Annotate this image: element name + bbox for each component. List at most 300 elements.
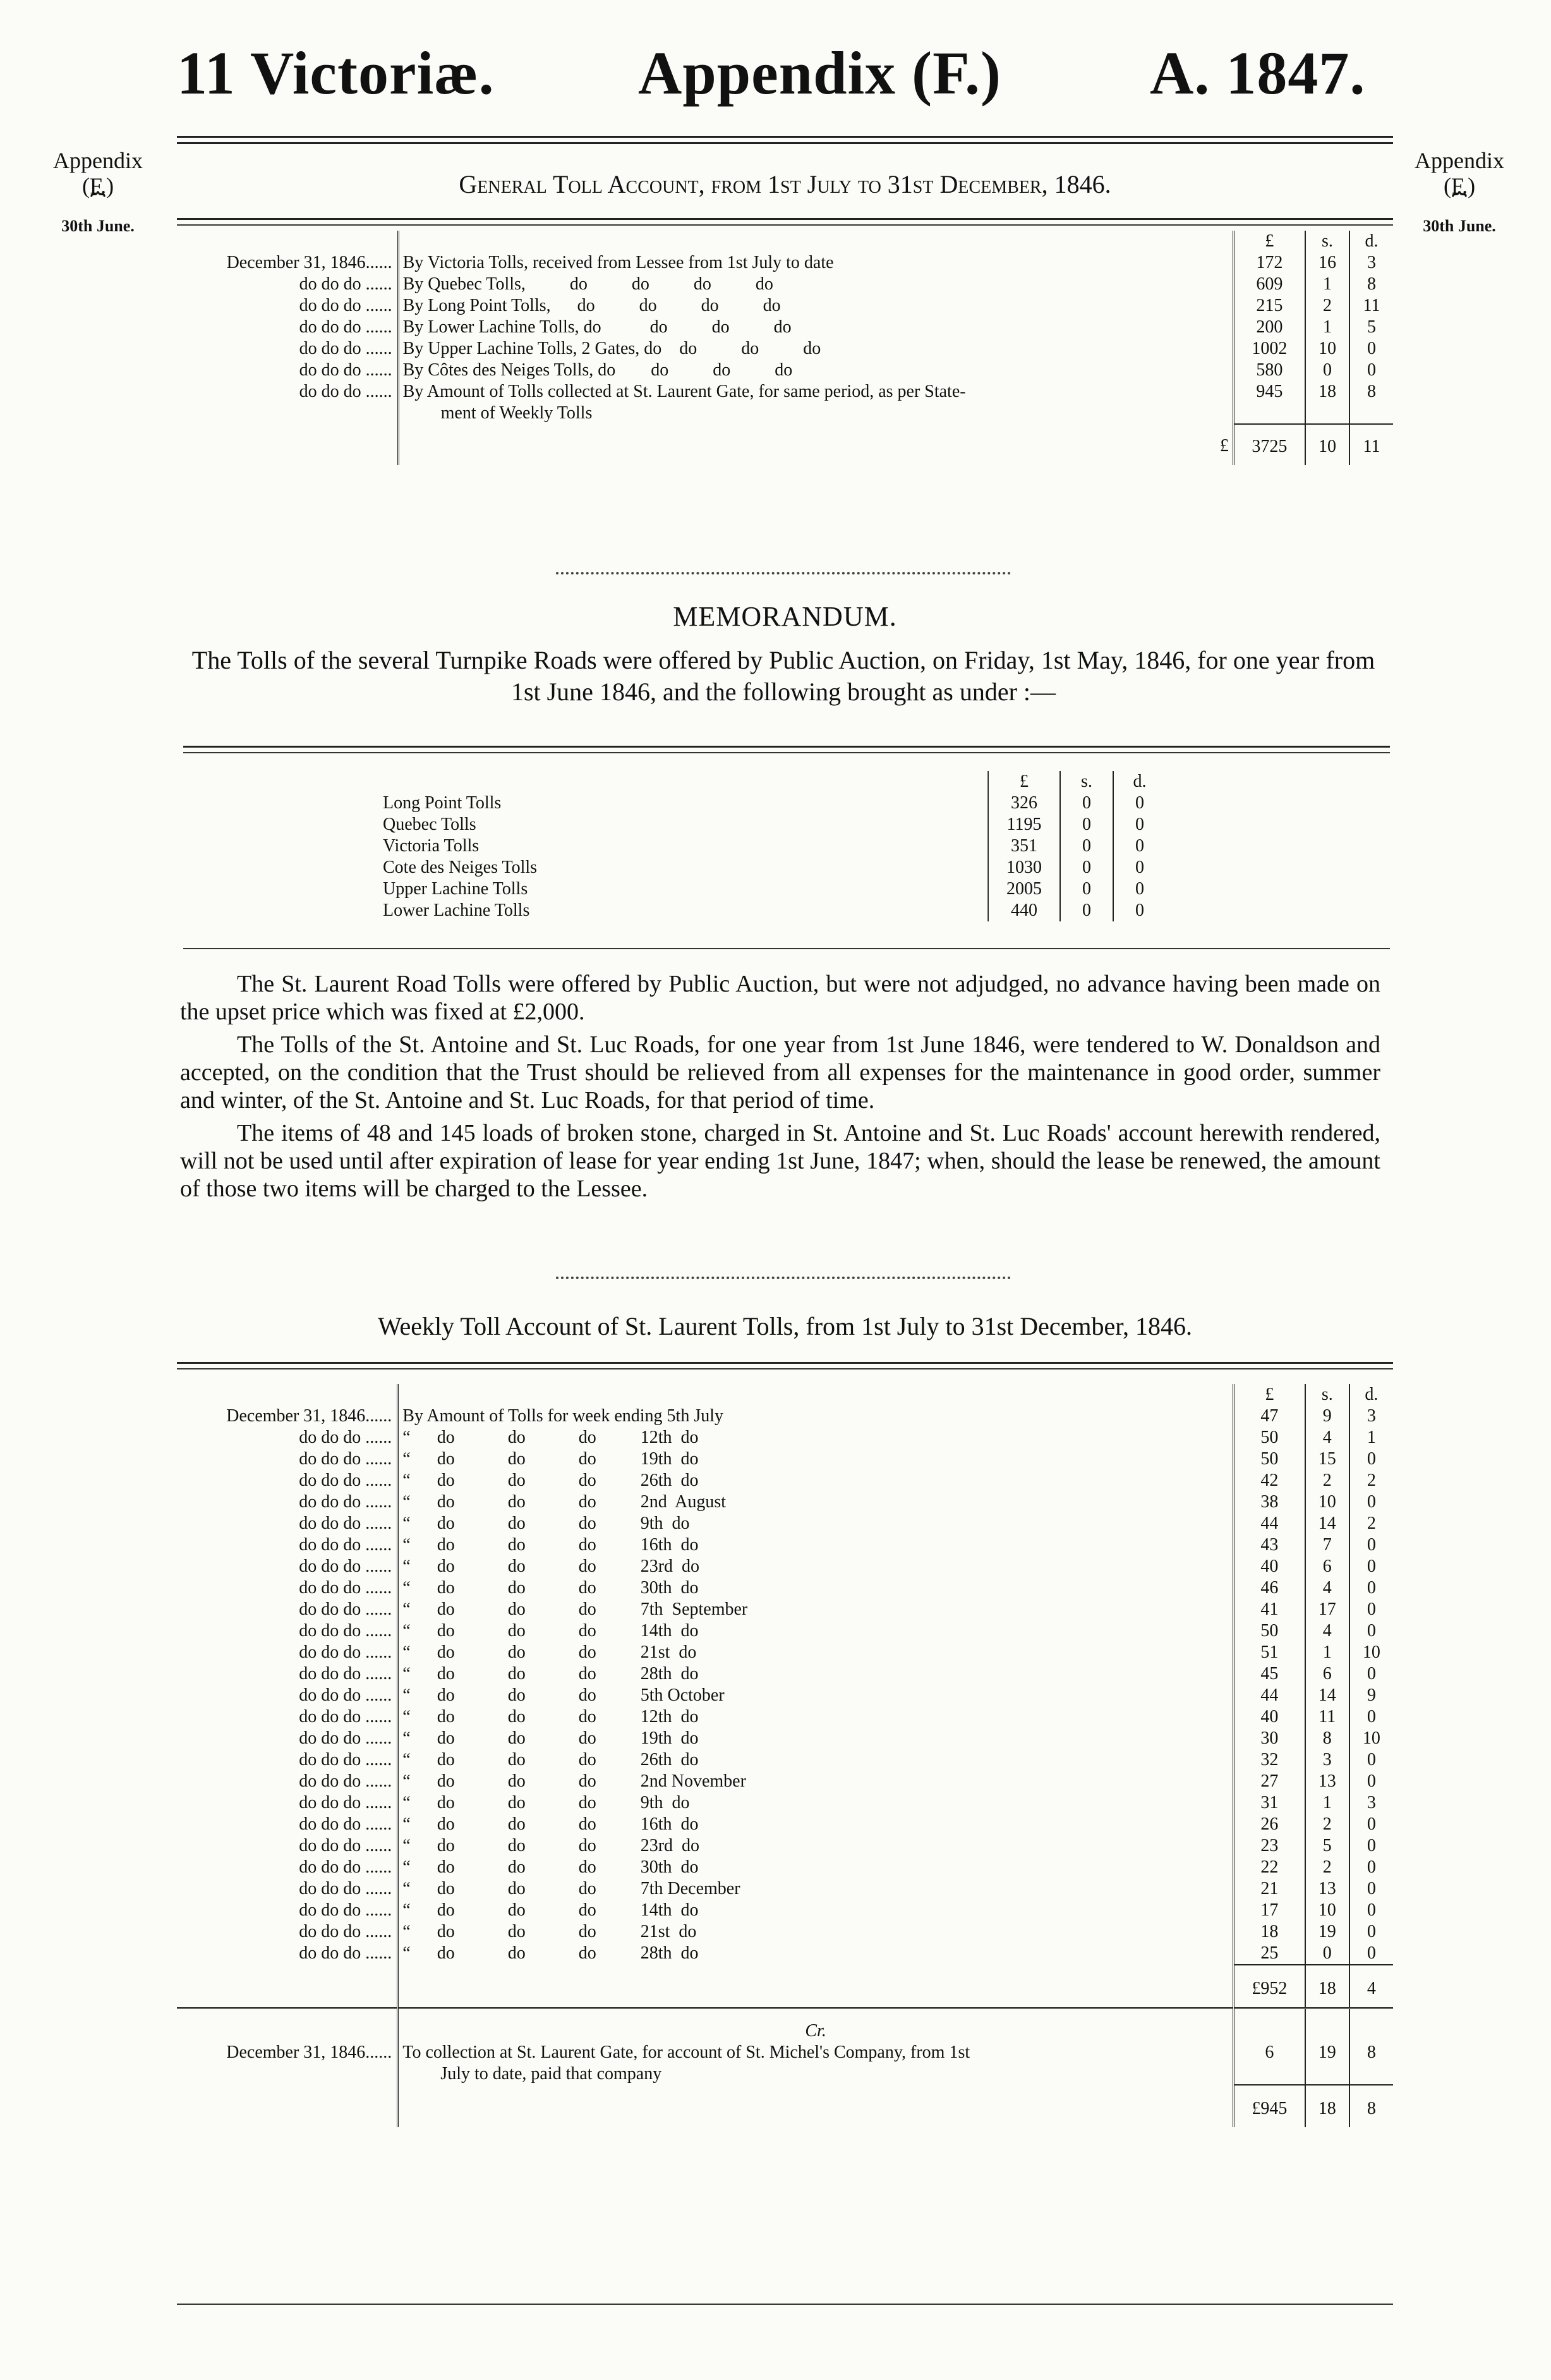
row-description — [398, 1706, 1234, 1728]
memo-header-row — [379, 771, 1166, 792]
row-date: do do do ...... — [177, 1599, 398, 1620]
memo-shillings: 0 — [1060, 835, 1113, 857]
row-shillings: 14 — [1305, 1513, 1349, 1534]
margin-date: 30th June. — [1423, 217, 1496, 236]
row-shillings: 19 — [1305, 1921, 1349, 1943]
row-description — [398, 338, 1233, 360]
col-pound: £ — [1233, 1384, 1305, 1406]
table-row — [177, 1663, 1393, 1685]
row-pence: 0 — [1367, 1857, 1376, 1877]
row-description-text: “ do do do 28th do — [402, 1943, 699, 1963]
row-pounds: 32 — [1233, 1749, 1305, 1771]
table-row — [177, 1900, 1393, 1921]
total-shillings: 18 — [1305, 1965, 1349, 2008]
row-date: do do do ...... — [177, 274, 398, 295]
row-date: do do do ...... — [177, 1491, 398, 1513]
col-d: d. — [1365, 1385, 1379, 1404]
row-date: do do do ...... — [177, 1642, 398, 1663]
table-row — [177, 1706, 1393, 1728]
total-sign — [398, 1965, 1234, 2008]
header-rule-top — [177, 136, 1393, 138]
row-pounds: 6 — [1233, 2042, 1305, 2085]
row-description — [398, 252, 1233, 274]
row-description-text: To collection at St. Laurent Gate, for account of St. Michel's Company, from 1st — [402, 2043, 970, 2062]
memo-pounds: 326 — [988, 792, 1061, 814]
row-description-text: “ do do do 23rd do — [402, 1557, 700, 1576]
row-description — [398, 1448, 1234, 1470]
table-row — [177, 1685, 1393, 1706]
row-pence: 3 — [1367, 1406, 1376, 1426]
row-shillings: 7 — [1305, 1534, 1349, 1556]
general-table — [177, 231, 1393, 465]
row-date: do do do ...... — [177, 1835, 398, 1857]
memo-pounds: 1030 — [988, 857, 1061, 878]
row-date: do do do ...... — [177, 1749, 398, 1771]
row-description-text: “ do do do 2nd August — [402, 1492, 727, 1512]
row-description-text: “ do do do 16th do — [402, 1535, 699, 1555]
row-description-text: “ do do do 26th do — [402, 1750, 699, 1770]
row-description-text: “ do do do 21st do — [402, 1922, 697, 1941]
row-shillings: 3 — [1305, 1749, 1349, 1771]
row-shillings: 10 — [1305, 1491, 1349, 1513]
table-row — [379, 857, 1166, 878]
row-pounds: 44 — [1233, 1513, 1305, 1534]
row-pence: 0 — [1367, 1664, 1376, 1684]
row-pounds: 40 — [1233, 1556, 1305, 1577]
row-description — [398, 1857, 1234, 1878]
row-pounds: 27 — [1233, 1771, 1305, 1792]
table-row — [177, 295, 1393, 317]
row-pounds: 30 — [1233, 1728, 1305, 1749]
header-left: 11 Victoriæ. — [177, 39, 495, 107]
row-shillings: 10 — [1305, 338, 1349, 360]
table-row — [379, 792, 1166, 814]
col-s: s. — [1305, 1384, 1349, 1406]
row-description — [398, 1771, 1234, 1792]
row-description — [398, 1406, 1234, 1427]
row-pence: 0 — [1367, 1707, 1376, 1727]
row-description-text: “ do do do 12th do — [402, 1428, 699, 1447]
row-shillings: 13 — [1305, 1771, 1349, 1792]
row-pence: 3 — [1367, 1793, 1376, 1812]
row-date: December 31, 1846...... — [177, 1406, 398, 1427]
row-pence: 0 — [1367, 1492, 1376, 1512]
row-pence: 3 — [1367, 253, 1377, 272]
row-date: do do do ...... — [177, 1943, 398, 1965]
row-date: do do do ...... — [177, 381, 398, 424]
memo-name: Victoria Tolls — [379, 835, 988, 857]
row-description-text: “ do do do 21st do — [402, 1642, 697, 1662]
row-description — [398, 1835, 1234, 1857]
row-shillings: 17 — [1305, 1599, 1349, 1620]
row-date: do do do ...... — [177, 1857, 398, 1878]
row-description — [398, 317, 1233, 338]
table-row — [379, 878, 1166, 900]
table-row — [177, 1513, 1393, 1534]
credit-label-row — [177, 2008, 1393, 2043]
margin-f: (F.) — [81, 173, 114, 198]
table-row — [177, 1599, 1393, 1620]
row-date: December 31, 1846...... — [177, 2042, 398, 2085]
row-pence: 10 — [1362, 1728, 1380, 1748]
row-date: do do do ...... — [177, 1556, 398, 1577]
row-description — [398, 1534, 1234, 1556]
row-pounds: 21 — [1233, 1878, 1305, 1900]
margin-note-left — [35, 149, 161, 236]
row-pounds: 609 — [1233, 274, 1305, 295]
row-pence: 0 — [1367, 1449, 1376, 1469]
col-pound: £ — [988, 771, 1061, 792]
row-pounds: 26 — [1233, 1814, 1305, 1835]
row-pence: 0 — [1367, 1879, 1376, 1898]
memo-paragraph-2: The Tolls of the St. Antoine and St. Luc Roads, for one year from 1st June 1846, were tendered to W. Donaldson and accepted, on the condition that the Trust should be relieved from all expenses for the maintenance in good order, summer and winter, of the St. Antoine and St. Luc Roads, for that period of time. — [180, 1031, 1380, 1114]
col-s: s. — [1060, 771, 1113, 792]
row-pence: 8 — [1367, 382, 1377, 401]
margin-date: 30th June. — [61, 217, 135, 236]
row-date: December 31, 1846...... — [177, 252, 398, 274]
memo-pounds: 440 — [988, 900, 1061, 921]
table-row — [177, 274, 1393, 295]
row-description — [398, 1685, 1234, 1706]
row-date: do do do ...... — [177, 1921, 398, 1943]
total-blank — [177, 424, 398, 465]
row-pence: 0 — [1367, 1535, 1376, 1555]
row-description-text: “ do do do 14th do — [402, 1621, 699, 1641]
row-pounds: 23 — [1233, 1835, 1305, 1857]
row-description — [398, 1620, 1234, 1642]
row-date: do do do ...... — [177, 1620, 398, 1642]
memo-pounds: 351 — [988, 835, 1061, 857]
row-date: do do do ...... — [177, 1448, 398, 1470]
row-pence: 0 — [1367, 1922, 1376, 1941]
row-pounds: 40 — [1233, 1706, 1305, 1728]
row-pounds: 25 — [1233, 1943, 1305, 1965]
memo-pence: 0 — [1135, 836, 1144, 856]
margin-appendix: Appendix — [53, 148, 143, 173]
row-shillings: 19 — [1305, 2042, 1349, 2085]
memo-paragraphs — [180, 970, 1380, 1208]
table-row — [177, 1406, 1393, 1427]
row-description-text: “ do do do 2nd November — [402, 1771, 746, 1791]
row-pounds: 22 — [1233, 1857, 1305, 1878]
row-description-text: By Victoria Tolls, received from Lessee from 1st July to date — [402, 253, 834, 272]
memo-name: Quebec Tolls — [379, 814, 988, 835]
row-description — [398, 381, 1233, 424]
table-row — [379, 900, 1166, 921]
row-description — [398, 1642, 1234, 1663]
row-pounds: 46 — [1233, 1577, 1305, 1599]
table-row — [177, 1878, 1393, 1900]
row-date: do do do ...... — [177, 1534, 398, 1556]
row-pounds: 580 — [1233, 360, 1305, 381]
row-pounds: 47 — [1233, 1406, 1305, 1427]
total-pounds: £945 — [1233, 2085, 1305, 2127]
total-row — [177, 2085, 1393, 2127]
row-date: do do do ...... — [177, 1470, 398, 1491]
header-rule-bottom — [177, 142, 1393, 144]
row-pounds: 172 — [1233, 252, 1305, 274]
memo-rule-bottom — [183, 948, 1390, 949]
memo-pence: 0 — [1135, 901, 1144, 920]
memo-shillings: 0 — [1060, 900, 1113, 921]
memo-pence: 0 — [1135, 793, 1144, 813]
memo-pence: 0 — [1135, 879, 1144, 899]
row-pence: 0 — [1367, 1814, 1376, 1834]
row-date: do do do ...... — [177, 1771, 398, 1792]
col-s: s. — [1305, 231, 1349, 252]
header-center: Appendix (F.) — [638, 39, 1001, 107]
row-description — [398, 1878, 1234, 1900]
col-d: d. — [1365, 231, 1379, 251]
row-pounds: 43 — [1233, 1534, 1305, 1556]
row-description — [398, 1556, 1234, 1577]
table-row — [177, 317, 1393, 338]
row-pounds: 50 — [1233, 1620, 1305, 1642]
row-description — [398, 1728, 1234, 1749]
memo-shillings: 0 — [1060, 792, 1113, 814]
row-description — [398, 1814, 1234, 1835]
total-pounds: £952 — [1233, 1965, 1305, 2008]
row-date: do do do ...... — [177, 1878, 398, 1900]
row-pence: 2 — [1367, 1514, 1376, 1533]
row-description — [398, 1943, 1234, 1965]
total-pence: 8 — [1349, 2085, 1393, 2127]
row-pence: 0 — [1367, 1900, 1376, 1920]
table-row — [177, 1814, 1393, 1835]
weekly-header-row — [177, 1384, 1393, 1406]
row-pounds: 945 — [1233, 381, 1305, 424]
row-pence: 0 — [1367, 1557, 1376, 1576]
brace-icon: ⏞ — [1452, 191, 1467, 221]
row-shillings: 18 — [1305, 381, 1349, 424]
memo-rule-top2 — [183, 752, 1390, 753]
row-pence: 0 — [1367, 1836, 1376, 1855]
table-row — [177, 1642, 1393, 1663]
memo-shillings: 0 — [1060, 857, 1113, 878]
general-header-row — [177, 231, 1393, 252]
row-pence: 5 — [1367, 317, 1377, 337]
table-row — [177, 1771, 1393, 1792]
row-pounds: 42 — [1233, 1470, 1305, 1491]
table-row — [177, 1728, 1393, 1749]
row-pence: 8 — [1367, 274, 1377, 294]
memo-rule-top — [183, 746, 1390, 748]
row-pence: 0 — [1367, 1621, 1376, 1641]
row-pence: 0 — [1367, 360, 1377, 380]
memo-name: Cote des Neiges Tolls — [379, 857, 988, 878]
row-description-text: “ do do do 14th do — [402, 1900, 699, 1920]
row-pounds: 45 — [1233, 1663, 1305, 1685]
row-pounds: 44 — [1233, 1685, 1305, 1706]
row-date: do do do ...... — [177, 360, 398, 381]
col-d: d. — [1133, 772, 1147, 791]
total-shillings: 18 — [1305, 2085, 1349, 2127]
row-description-text: “ do do do 5th October — [402, 1685, 725, 1705]
row-description-continued: ment of Weekly Tolls — [440, 403, 593, 423]
ornamental-divider — [556, 566, 1011, 574]
table-row — [379, 835, 1166, 857]
row-description-text: “ do do do 9th do — [402, 1793, 690, 1812]
row-shillings: 4 — [1305, 1427, 1349, 1448]
row-description-text: By Upper Lachine Tolls, 2 Gates, do do do do — [402, 339, 821, 358]
memo-paragraph-3: The items of 48 and 145 loads of broken stone, charged in St. Antoine and St. Luc Roads' account herewith rendered, will not be used until after expiration of lease for year ending 1st June, 1847; when, should the lease be renewed, the amount of those two items will be charged to the Lessee. — [180, 1120, 1380, 1202]
row-pounds: 31 — [1233, 1792, 1305, 1814]
memo-name: Upper Lachine Tolls — [379, 878, 988, 900]
row-pounds: 41 — [1233, 1599, 1305, 1620]
row-pence: 10 — [1362, 1642, 1380, 1662]
memo-name: Long Point Tolls — [379, 792, 988, 814]
row-description-text: By Amount of Tolls collected at St. Laurent Gate, for same period, as per State- — [402, 382, 966, 401]
row-date: do do do ...... — [177, 317, 398, 338]
row-date: do do do ...... — [177, 1792, 398, 1814]
row-shillings: 6 — [1305, 1663, 1349, 1685]
row-description — [398, 1513, 1234, 1534]
row-date: do do do ...... — [177, 338, 398, 360]
row-pounds: 51 — [1233, 1642, 1305, 1663]
row-description — [398, 1792, 1234, 1814]
row-pounds: 1002 — [1233, 338, 1305, 360]
weekly-rule-bottom — [177, 2304, 1393, 2305]
row-description-text: By Amount of Tolls for week ending 5th July — [402, 1406, 724, 1426]
row-shillings: 10 — [1305, 1900, 1349, 1921]
row-description-text: By Long Point Tolls, do do do do — [402, 296, 781, 315]
memo-pence: 0 — [1135, 815, 1144, 834]
table-row — [177, 2042, 1393, 2085]
table-row — [177, 1534, 1393, 1556]
weekly-table — [177, 1384, 1393, 2127]
row-pence: 0 — [1367, 1750, 1376, 1770]
row-shillings: 2 — [1305, 1857, 1349, 1878]
row-description-text: “ do do do 30th do — [402, 1857, 699, 1877]
row-date: do do do ...... — [177, 1706, 398, 1728]
table-row — [177, 1792, 1393, 1814]
total-shillings: 10 — [1305, 424, 1349, 465]
row-description — [398, 2042, 1234, 2085]
table-row — [177, 1749, 1393, 1771]
table-row — [177, 1577, 1393, 1599]
total-pence: 11 — [1349, 424, 1393, 465]
table-row — [177, 252, 1393, 274]
row-description-text: “ do do do 19th do — [402, 1449, 699, 1469]
row-pence: 1 — [1367, 1428, 1376, 1447]
total-pounds: 3725 — [1233, 424, 1305, 465]
row-shillings: 5 — [1305, 1835, 1349, 1857]
row-shillings: 11 — [1305, 1706, 1349, 1728]
row-description — [398, 1427, 1234, 1448]
row-date: do do do ...... — [177, 1900, 398, 1921]
margin-f: (F.) — [1443, 173, 1476, 198]
row-description — [398, 274, 1233, 295]
table-row — [177, 1448, 1393, 1470]
table-row — [177, 1943, 1393, 1965]
row-shillings: 1 — [1305, 317, 1349, 338]
total-row — [177, 424, 1393, 465]
row-date: do do do ...... — [177, 1427, 398, 1448]
memo-pence: 0 — [1135, 858, 1144, 877]
row-pence: 9 — [1367, 1685, 1376, 1705]
total-row — [177, 1965, 1393, 2008]
row-shillings: 4 — [1305, 1577, 1349, 1599]
row-description — [398, 295, 1233, 317]
total-blank — [177, 1965, 398, 2008]
row-description-text: By Quebec Tolls, do do do do — [402, 274, 773, 294]
row-description — [398, 1900, 1234, 1921]
row-pounds: 17 — [1233, 1900, 1305, 1921]
row-description — [398, 1491, 1234, 1513]
row-date: do do do ...... — [177, 1814, 398, 1835]
row-date: do do do ...... — [177, 1513, 398, 1534]
row-description-text: By Côtes des Neiges Tolls, do do do do — [402, 360, 793, 380]
row-pounds: 215 — [1233, 295, 1305, 317]
row-shillings: 9 — [1305, 1406, 1349, 1427]
row-description-text: “ do do do 26th do — [402, 1471, 699, 1490]
credit-label: Cr. — [398, 2008, 1234, 2043]
memo-shillings: 0 — [1060, 878, 1113, 900]
table-row — [177, 1835, 1393, 1857]
row-date: do do do ...... — [177, 1685, 398, 1706]
row-description-text: “ do do do 19th do — [402, 1728, 699, 1748]
row-shillings: 1 — [1305, 1792, 1349, 1814]
row-date: do do do ...... — [177, 1577, 398, 1599]
weekly-rule-top2 — [177, 1368, 1393, 1369]
total-pence: 4 — [1349, 1965, 1393, 2008]
memo-pounds: 1195 — [988, 814, 1061, 835]
row-pence: 0 — [1367, 339, 1377, 358]
memo-table — [379, 771, 1166, 921]
memo-intro: The Tolls of the several Turnpike Roads were offered by Public Auction, on Friday, 1st May, 1846, for one year from 1st June 1846, and the following brought as under :— — [191, 646, 1375, 706]
row-description-text: “ do do do 23rd do — [402, 1836, 700, 1855]
row-shillings: 1 — [1305, 274, 1349, 295]
margin-note-right — [1396, 149, 1523, 236]
header-right: A. 1847. — [1150, 39, 1366, 107]
row-description-text: “ do do do 9th do — [402, 1514, 690, 1533]
table-row — [177, 1857, 1393, 1878]
row-shillings: 2 — [1305, 1814, 1349, 1835]
row-shillings: 8 — [1305, 1728, 1349, 1749]
memo-pounds: 2005 — [988, 878, 1061, 900]
total-blank — [177, 2085, 398, 2127]
ornamental-divider-2 — [556, 1270, 1011, 1279]
col-pound: £ — [1233, 231, 1305, 252]
table-row — [177, 1470, 1393, 1491]
row-description-continued: July to date, paid that company — [440, 2064, 662, 2084]
row-description — [398, 1577, 1234, 1599]
row-pence: 8 — [1367, 2043, 1376, 2062]
row-pence: 11 — [1363, 296, 1380, 315]
table-row — [379, 814, 1166, 835]
memo-shillings: 0 — [1060, 814, 1113, 835]
table-row — [177, 360, 1393, 381]
row-pounds: 18 — [1233, 1921, 1305, 1943]
row-description — [398, 1663, 1234, 1685]
row-description — [398, 1470, 1234, 1491]
row-description-text: “ do do do 7th September — [402, 1600, 748, 1619]
row-shillings: 16 — [1305, 252, 1349, 274]
row-pence: 0 — [1367, 1771, 1376, 1791]
row-pence: 2 — [1367, 1471, 1376, 1490]
row-description-text: “ do do do 28th do — [402, 1664, 699, 1684]
row-shillings: 0 — [1305, 360, 1349, 381]
row-description-text: “ do do do 12th do — [402, 1707, 699, 1727]
row-shillings: 15 — [1305, 1448, 1349, 1470]
row-description-text: “ do do do 30th do — [402, 1578, 699, 1598]
row-shillings: 4 — [1305, 1620, 1349, 1642]
table-row — [177, 381, 1393, 424]
total-sign: £ — [398, 424, 1233, 465]
row-description — [398, 1749, 1234, 1771]
row-shillings: 14 — [1305, 1685, 1349, 1706]
weekly-title: Weekly Toll Account of St. Laurent Tolls, from 1st July to 31st December, 1846. — [377, 1312, 1193, 1340]
